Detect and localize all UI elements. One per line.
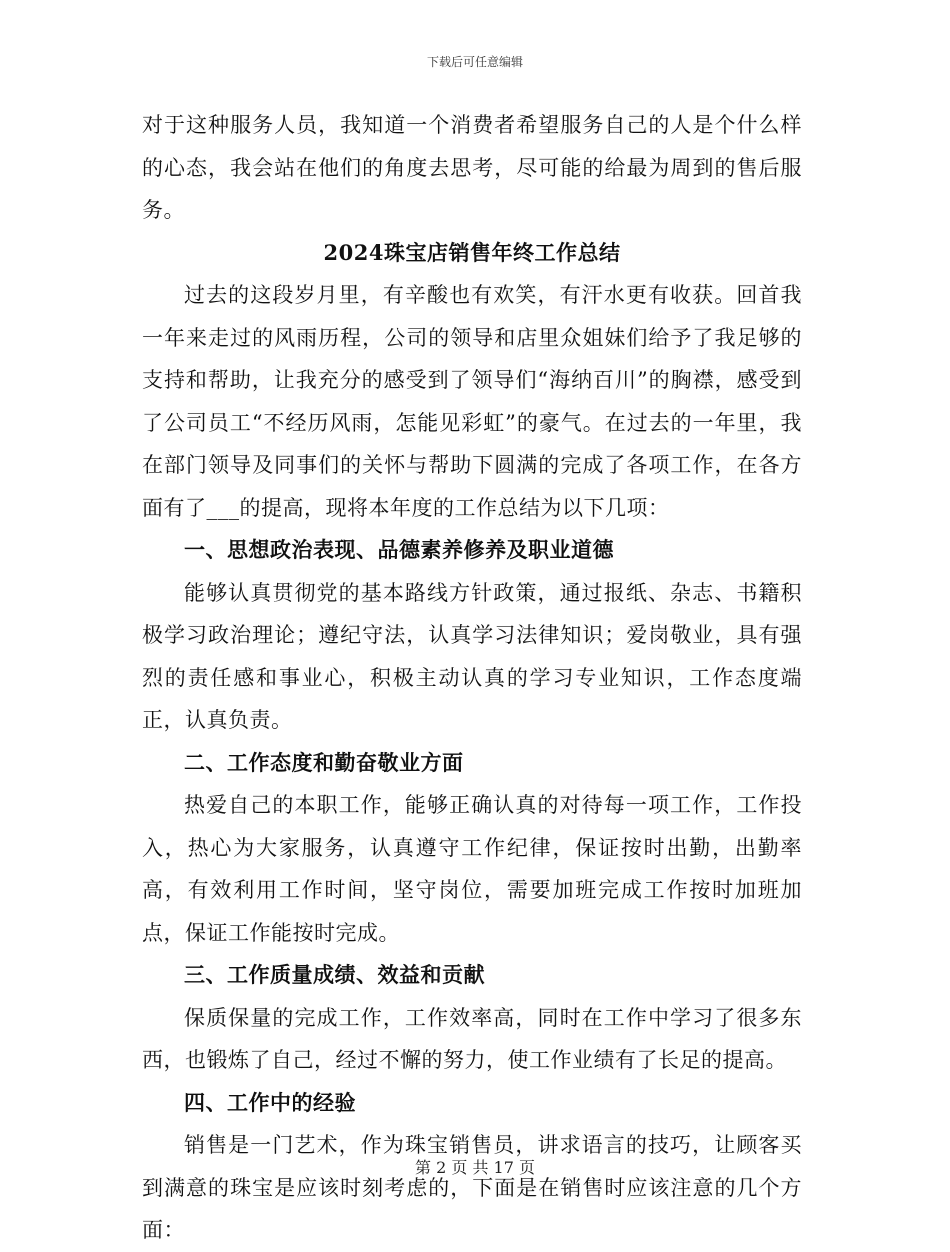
section-body-4: 销售是一门艺术，作为珠宝销售员，讲求语言的技巧，让顾客买到满意的珠宝是应该时刻考虑的，下面是在销售时应该注意的几个方面：: [142, 1133, 802, 1242]
section-heading-2: 二、工作态度和勤奋敬业方面: [184, 749, 464, 775]
section-body-2: 热爱自己的本职工作，能够正确认真的对待每一项工作，工作投入，热心为大家服务，认真遵守工作纪律，保证按时出勤，出勤率高，有效利用工作时间，坚守岗位，需要加班完成工作按时加班加点，保证工作能按时完成。: [142, 793, 802, 945]
section-body-1: 能够认真贯彻党的基本路线方针政策，通过报纸、杂志、书籍积极学习政治理论；遵纪守法，认真学习法律知识；爱岗敬业，具有强烈的责任感和事业心，积极主动认真的学习专业知识，工作态度端正，认真负责。: [142, 580, 802, 732]
section-heading-1: 一、思想政治表现、品德素养修养及职业道德: [184, 537, 614, 562]
opening-paragraph: 过去的这段岁月里，有辛酸也有欢笑，有汗水更有收获。回首我一年来走过的风雨历程，公司的领导和店里众姐妹们给予了我足够的支持和帮助，让我充分的感受到了领导们“海纳百川”的胸襟，感受到了公司员工“不经历风雨，怎能见彩虹”的豪气。在过去的一年里，我在部门领导及同事们的关怀与帮助下圆满的完成了各项工作，在各方面有了___的提高，现将本年度的工作总结为以下几项：: [142, 283, 802, 520]
document-title: 2024珠宝店销售年终工作总结: [323, 239, 621, 265]
document-body: [142, 104, 802, 1252]
section-heading-4: 四、工作中的经验: [184, 1089, 356, 1115]
section-body-3: 保质保量的完成工作，工作效率高，同时在工作中学习了很多东西，也锻炼了自己，经过不懈的努力，使工作业绩有了长足的提高。: [142, 1005, 802, 1072]
page-header-note: 下载后可任意编辑: [426, 55, 523, 69]
intro-continuation-paragraph: 对于这种服务人员，我知道一个消费者希望服务自己的人是个什么样的心态，我会站在他们的角度去思考，尽可能的给最为周到的售后服务。: [142, 113, 802, 222]
section-heading-3: 三、工作质量成绩、效益和贡献: [184, 962, 485, 987]
page-indicator: 第 2 页 共 17 页: [415, 1158, 535, 1177]
